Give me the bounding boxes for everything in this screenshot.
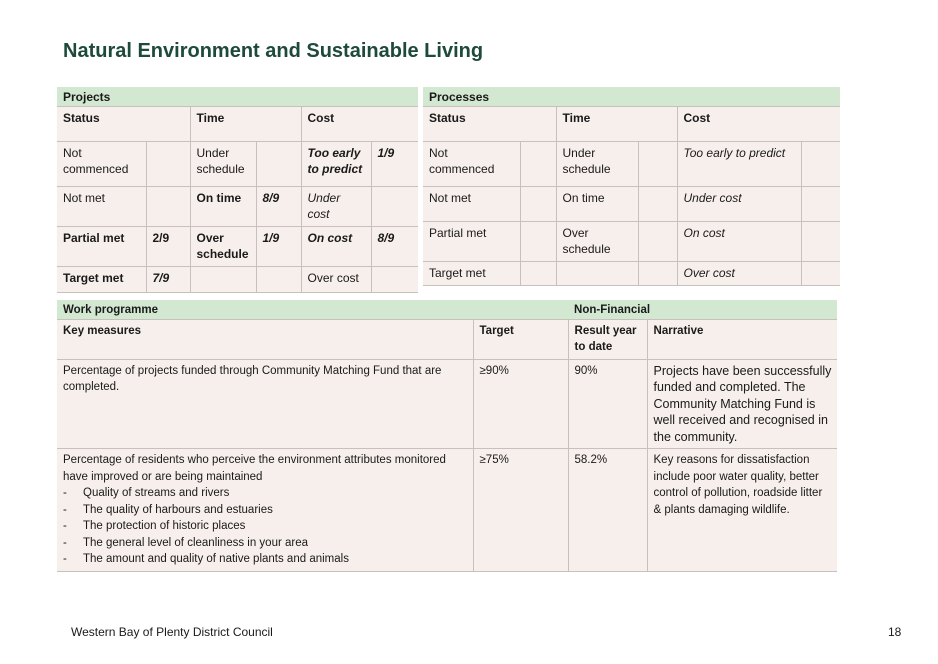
result-header: Result year to date	[568, 319, 647, 359]
status-count: 7/9	[146, 266, 190, 292]
cost-label: Under cost	[301, 186, 371, 226]
processes-section-header: Processes	[423, 87, 840, 106]
list-item: - The general level of cleanliness in your area	[63, 535, 468, 552]
status-label: Partial met	[57, 226, 146, 266]
cost-count: 8/9	[371, 226, 418, 266]
processes-cost-header: Cost	[677, 106, 840, 141]
status-label: Not commenced	[423, 141, 520, 186]
processes-time-header: Time	[556, 106, 677, 141]
projects-row	[57, 186, 418, 226]
status-count	[146, 186, 190, 226]
measure-text: Percentage of residents who perceive the environment attributes monitored have improved or are being maintained	[63, 454, 446, 483]
cost-label: On cost	[677, 221, 801, 261]
time-label	[556, 261, 638, 285]
processes-table	[423, 87, 840, 286]
list-item: - The amount and quality of native plants and animals	[63, 551, 468, 568]
time-label: Over schedule	[190, 226, 256, 266]
processes-row	[423, 186, 840, 221]
attribute-list	[63, 485, 468, 568]
processes-status-header: Status	[423, 106, 556, 141]
cost-count: 1/9	[371, 141, 418, 186]
cost-label: Over cost	[301, 266, 371, 292]
work-programme-table	[57, 300, 837, 572]
cost-label: Under cost	[677, 186, 801, 221]
narrative-header: Narrative	[647, 319, 837, 359]
time-label: Under schedule	[556, 141, 638, 186]
status-label: Not commenced	[57, 141, 146, 186]
projects-row	[57, 266, 418, 292]
status-count	[146, 141, 190, 186]
time-label: Over schedule	[556, 221, 638, 261]
list-item: - The protection of historic places	[63, 518, 468, 535]
status-label: Not met	[423, 186, 520, 221]
measure-cell	[57, 449, 473, 572]
page-title: Natural Environment and Sustainable Living	[63, 40, 484, 62]
narrative-text: Projects have been successfully funded and completed. The Community Matching Fund is well received and recognised in the community.	[647, 359, 837, 449]
cost-count	[371, 186, 418, 226]
processes-row	[423, 141, 840, 186]
cost-label: Too early to predict	[301, 141, 371, 186]
time-count: 1/9	[256, 226, 301, 266]
cost-label: Over cost	[677, 261, 801, 285]
status-label: Not met	[57, 186, 146, 226]
time-count: 8/9	[256, 186, 301, 226]
projects-time-header: Time	[190, 106, 301, 141]
page-number: 18	[888, 625, 902, 639]
time-label: On time	[190, 186, 256, 226]
time-label: On time	[556, 186, 638, 221]
narrative-text: Key reasons for dissatisfaction include poor water quality, better control of pollution, roadside litter & plants damaging wildlife.	[647, 449, 837, 572]
measure-row	[57, 359, 837, 449]
time-count	[256, 266, 301, 292]
status-count: 2/9	[146, 226, 190, 266]
footer-organisation: Western Bay of Plenty District Council	[71, 625, 273, 639]
target-value: ≥90%	[473, 359, 568, 449]
processes-row	[423, 221, 840, 261]
measure-text: Percentage of projects funded through Community Matching Fund that are completed.	[57, 359, 473, 449]
target-value: ≥75%	[473, 449, 568, 572]
processes-row	[423, 261, 840, 285]
time-label: Under schedule	[190, 141, 256, 186]
non-financial-header: Non-Financial	[568, 300, 837, 319]
list-item: - The quality of harbours and estuaries	[63, 502, 468, 519]
projects-row	[57, 141, 418, 186]
projects-table	[57, 87, 418, 293]
cost-label: On cost	[301, 226, 371, 266]
measure-row	[57, 449, 837, 572]
status-label: Target met	[57, 266, 146, 292]
projects-status-header: Status	[57, 106, 190, 141]
cost-label: Too early to predict	[677, 141, 801, 186]
projects-section-header: Projects	[57, 87, 418, 106]
status-label: Partial met	[423, 221, 520, 261]
status-label: Target met	[423, 261, 520, 285]
result-value: 90%	[568, 359, 647, 449]
list-item: - Quality of streams and rivers	[63, 485, 468, 502]
time-count	[256, 141, 301, 186]
cost-count	[371, 266, 418, 292]
result-value: 58.2%	[568, 449, 647, 572]
work-section-header: Work programme	[57, 300, 568, 319]
projects-cost-header: Cost	[301, 106, 418, 141]
target-header: Target	[473, 319, 568, 359]
time-label	[190, 266, 256, 292]
key-measures-header: Key measures	[57, 319, 473, 359]
projects-row	[57, 226, 418, 266]
